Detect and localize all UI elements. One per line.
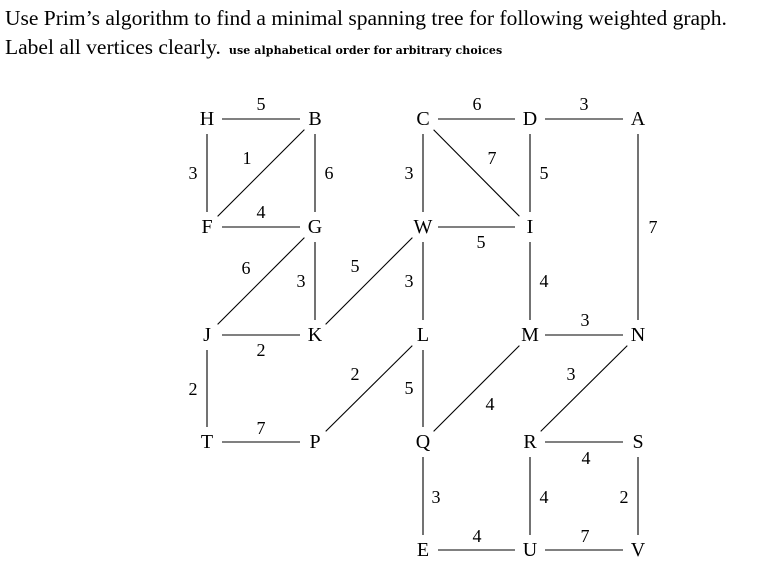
weight-h-f: 3 [188,163,198,183]
weight-m-q: 4 [485,394,495,414]
vertex-q: Q [415,431,431,453]
weight-j-k: 2 [256,340,266,360]
weight-c-d: 6 [472,94,482,114]
vertex-p: P [309,431,321,453]
vertex-i: I [526,216,534,238]
edge-g-j [218,238,305,325]
vertex-a: A [630,108,646,130]
weight-w-i: 5 [476,232,486,252]
weight-t-p: 7 [256,418,266,438]
vertex-d: D [522,108,538,130]
weight-d-i: 5 [539,163,549,183]
weight-g-j: 6 [241,258,251,278]
vertex-e: E [416,539,430,561]
edge-l-p [326,346,413,432]
vertex-w: W [413,216,433,238]
weight-b-g: 6 [324,163,334,183]
weight-n-r: 3 [566,364,576,384]
vertex-g: G [307,216,323,238]
weight-a-n: 7 [648,217,658,237]
edge-n-r [541,346,628,432]
vertex-v: V [630,539,646,561]
vertex-f: F [201,216,213,238]
weight-b-f: 1 [242,148,252,168]
vertex-k: K [307,324,323,346]
weight-i-m: 4 [539,271,549,291]
weight-c-i: 7 [487,148,497,168]
weight-g-k: 3 [296,271,306,291]
vertex-j: J [203,324,211,346]
vertex-c: C [416,108,430,130]
weight-j-t: 2 [188,379,198,399]
problem-note: use alphabetical order for arbitrary choices [228,44,503,57]
weight-s-v: 2 [619,487,629,507]
vertex-r: R [523,431,537,453]
weight-c-w: 3 [404,163,414,183]
weight-e-u: 4 [472,526,482,546]
vertex-m: M [521,324,539,346]
edge-w-k [326,238,413,325]
vertex-t: T [200,431,214,453]
weight-f-g: 4 [256,202,266,222]
vertex-l: L [416,324,430,346]
edge-c-i [434,130,520,217]
weight-r-s: 4 [581,448,591,468]
vertex-u: U [522,539,538,561]
vertex-n: N [630,324,646,346]
edge-m-q [434,346,520,432]
vertex-s: S [632,431,644,453]
weight-h-b: 5 [256,94,266,114]
weight-m-n: 3 [580,310,590,330]
weight-u-v: 7 [580,526,590,546]
weight-l-p: 2 [350,364,360,384]
weight-w-k: 5 [350,256,360,276]
weight-l-q: 5 [404,378,414,398]
vertex-h: H [199,108,215,130]
weight-w-l: 3 [404,271,414,291]
weight-r-u: 4 [539,487,549,507]
problem-text: Use Prim’s algorithm to find a minimal spanning tree for following weighted graph. Label all vertices clearly. [5,6,727,59]
weight-d-a: 3 [579,94,589,114]
vertex-b: B [308,108,322,130]
weight-q-e: 3 [431,487,441,507]
